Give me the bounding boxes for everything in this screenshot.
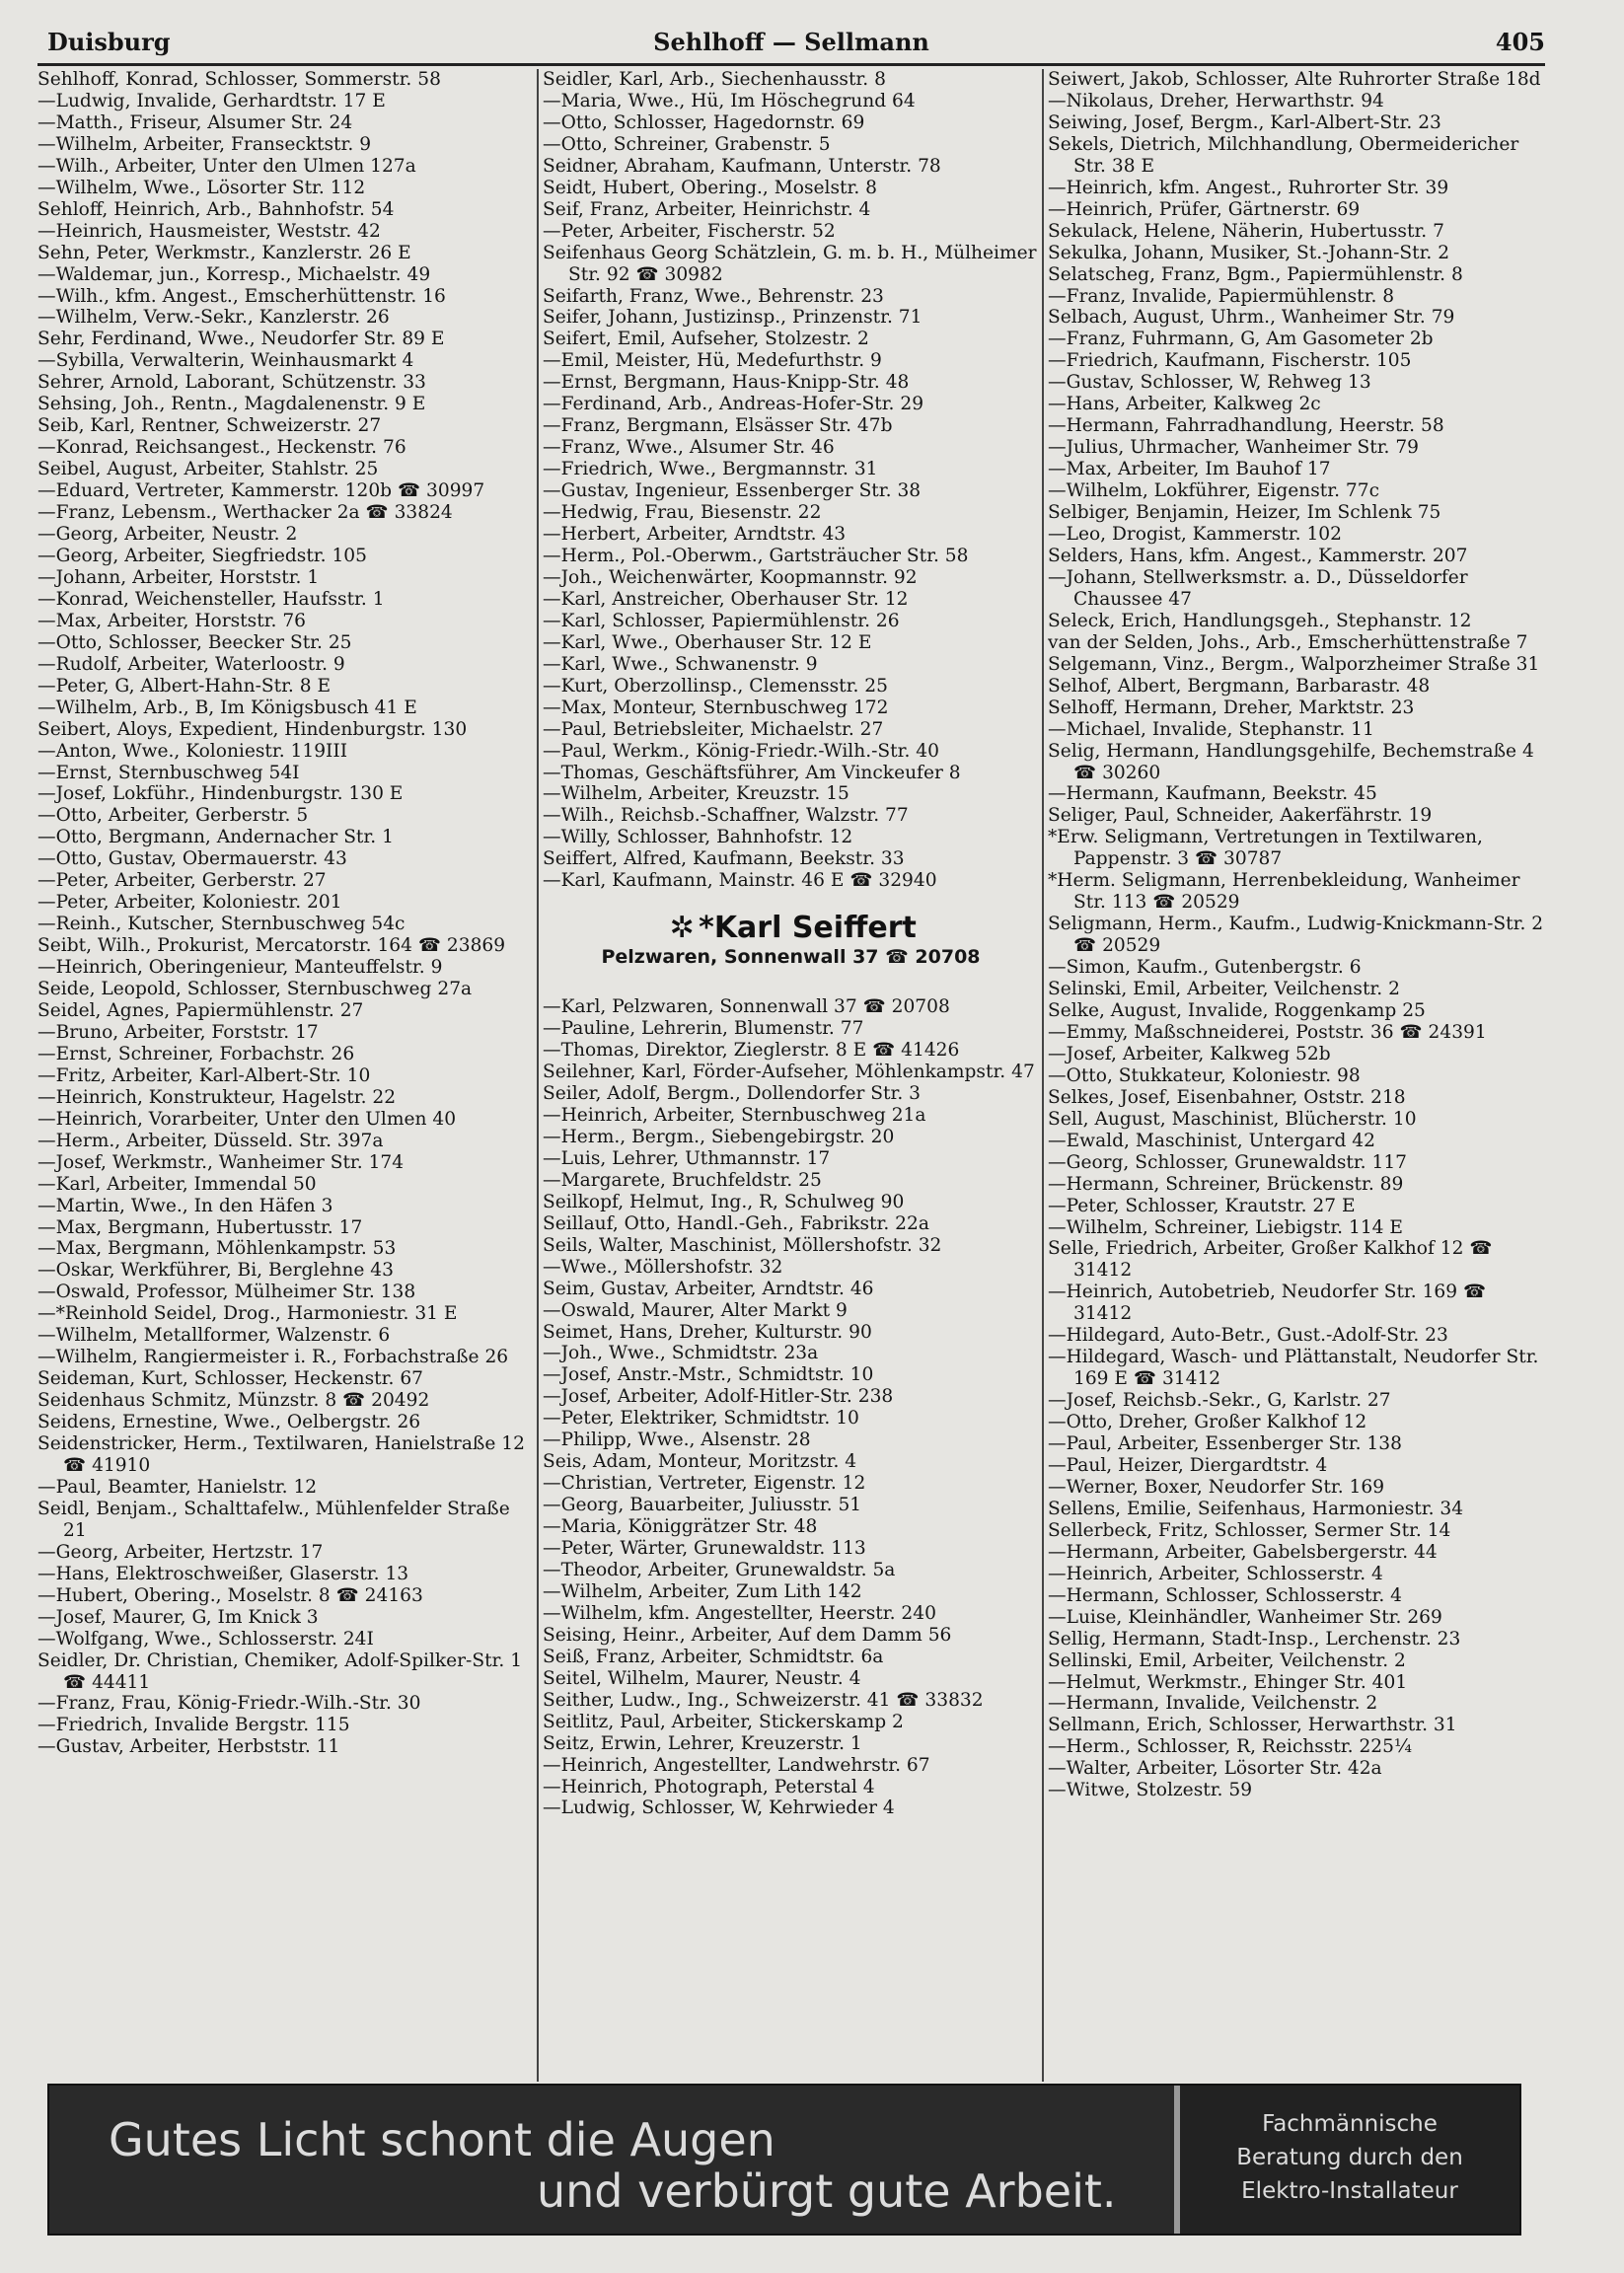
directory-entry: —Joh., Weichenwärter, Koopmannstr. 92: [543, 566, 918, 588]
directory-entry: Sellig, Hermann, Stadt-Insp., Lerchenstr. 23: [1048, 1628, 1461, 1650]
column-2-top: [543, 69, 1039, 892]
directory-entry: —Pauline, Lehrerin, Blumenstr. 77: [543, 1018, 864, 1040]
directory-entry: Seidenstricker, Herm., Textilwaren, Hanielstraße 12 ☎ 41910: [37, 1433, 525, 1476]
directory-entry: —Heinrich, Prüfer, Gärtnerstr. 69: [1048, 198, 1361, 220]
column-divider: [1042, 69, 1044, 2082]
directory-entry: —Oswald, Maurer, Alter Markt 9: [543, 1299, 848, 1321]
directory-entry: Seiwert, Jakob, Schlosser, Alte Ruhrorter Straße 18d: [1048, 69, 1541, 90]
directory-entry: Seitz, Erwin, Lehrer, Kreuzerstr. 1: [543, 1732, 862, 1754]
directory-entry: —Karl, Anstreicher, Oberhauser Str. 12: [543, 588, 909, 610]
directory-entry: —Ludwig, Invalide, Gerhardtstr. 17 E: [37, 90, 386, 111]
directory-entry: —Simon, Kaufm., Gutenbergstr. 6: [1048, 957, 1362, 979]
directory-entry: —Herm., Pol.-Oberwm., Gartsträucher Str. 58: [543, 545, 969, 566]
directory-entry: —Hermann, Kaufmann, Beekstr. 45: [1048, 783, 1377, 805]
directory-entry: Seidl, Benjam., Schalttafelw., Mühlenfelder Straße 21: [37, 1498, 510, 1541]
directory-entry: —Heinrich, Arbeiter, Schlosserstr. 4: [1048, 1563, 1383, 1584]
directory-entry: —Friedrich, Wwe., Bergmannstr. 31: [543, 459, 878, 480]
directory-entry: Seif, Franz, Arbeiter, Heinrichstr. 4: [543, 198, 871, 220]
directory-entry: Seide, Leopold, Schlosser, Sternbuschweg 27a: [37, 979, 473, 1000]
directory-entry: Sehrer, Arnold, Laborant, Schützenstr. 33: [37, 372, 426, 394]
directory-entry: —Gustav, Ingenieur, Essenberger Str. 38: [543, 480, 922, 502]
directory-entry: Seilehner, Karl, Förder-Aufseher, Möhlenkampstr. 47: [543, 1062, 1035, 1083]
directory-entry: —Paul, Beamter, Hanielstr. 12: [37, 1476, 318, 1498]
directory-entry: —Ferdinand, Arb., Andreas-Hofer-Str. 29: [543, 394, 924, 415]
directory-entry: Seimet, Hans, Dreher, Kulturstr. 90: [543, 1321, 872, 1343]
directory-entry: Seidel, Agnes, Papiermühlenstr. 27: [37, 999, 364, 1021]
directory-entry: —Paul, Betriebsleiter, Michaelstr. 27: [543, 718, 884, 740]
directory-entry: —Eduard, Vertreter, Kammerstr. 120b ☎ 30997: [37, 480, 485, 502]
directory-entry: —Franz, Invalide, Papiermühlenstr. 8: [1048, 285, 1395, 307]
directory-entry: —Gustav, Schlosser, W, Rehweg 13: [1048, 372, 1371, 394]
directory-entry: —Emil, Meister, Hü, Medefurthstr. 9: [543, 350, 882, 372]
directory-entry: —Helmut, Werkmstr., Ehinger Str. 401: [1048, 1671, 1408, 1693]
directory-entry: Seidler, Karl, Arb., Siechenhausstr. 8: [543, 69, 886, 90]
directory-entry: Seidenhaus Schmitz, Münzstr. 8 ☎ 20492: [37, 1390, 430, 1412]
directory-entry: Sellerbeck, Fritz, Schlosser, Sermer Str. 14: [1048, 1519, 1451, 1541]
directory-entry: Seilkopf, Helmut, Ing., R, Schulweg 90: [543, 1191, 905, 1212]
directory-entry: —Karl, Wwe., Schwanenstr. 9: [543, 653, 818, 675]
directory-entry: Seibel, August, Arbeiter, Stahlstr. 25: [37, 459, 379, 480]
directory-entry: —Thomas, Geschäftsführer, Am Vinckeufer 8: [543, 762, 961, 783]
directory-entry: Sell, August, Maschinist, Blücherstr. 10: [1048, 1108, 1417, 1130]
directory-entry: —Karl, Wwe., Oberhauser Str. 12 E: [543, 631, 872, 653]
directory-entry: —Heinrich, Autobetrieb, Neudorfer Str. 169 ☎ 31412: [1048, 1282, 1487, 1325]
column-1: [37, 69, 534, 1758]
directory-entry: Sehlhoff, Konrad, Schlosser, Sommerstr. 58: [37, 69, 441, 90]
directory-entry: Selle, Friedrich, Arbeiter, Großer Kalkhof 12 ☎ 31412: [1048, 1238, 1493, 1282]
directory-entry: Sekulka, Johann, Musiker, St.-Johann-Str. 2: [1048, 242, 1450, 263]
directory-entry: —Max, Monteur, Sternbuschweg 172: [543, 697, 889, 718]
directory-entry: —Oskar, Werkführer, Bi, Berglehne 43: [37, 1260, 394, 1282]
directory-entry: —Christian, Vertreter, Eigenstr. 12: [543, 1473, 866, 1495]
directory-entry: —Heinrich, kfm. Angest., Ruhrorter Str. 39: [1048, 177, 1449, 198]
directory-entry: —Margarete, Bruchfeldstr. 25: [543, 1169, 822, 1191]
directory-entry: —Hedwig, Frau, Biesenstr. 22: [543, 502, 822, 524]
banner-side-line-3: Elektro-Installateur: [1241, 2178, 1458, 2204]
directory-entry: Seidt, Hubert, Obering., Moselstr. 8: [543, 177, 877, 198]
directory-entry: —Wilh., Arbeiter, Unter den Ulmen 127a: [37, 155, 416, 177]
directory-entry: —Josef, Maurer, G, Im Knick 3: [37, 1606, 319, 1628]
directory-entry: —Josef, Arbeiter, Kalkweg 52b: [1048, 1043, 1331, 1064]
directory-entry: —Konrad, Reichsangest., Heckenstr. 76: [37, 437, 406, 459]
directory-entry: —Nikolaus, Dreher, Herwarthstr. 94: [1048, 90, 1384, 111]
directory-entry: —Hildegard, Auto-Betr., Gust.-Adolf-Str. 23: [1048, 1325, 1448, 1347]
directory-entry: —*Reinhold Seidel, Drog., Harmoniestr. 31 E: [37, 1303, 458, 1325]
directory-entry: —Fritz, Arbeiter, Karl-Albert-Str. 10: [37, 1064, 371, 1086]
directory-entry: —Wilh., kfm. Angest., Emscherhüttenstr. 16: [37, 285, 446, 307]
directory-entry: —Julius, Uhrmacher, Wanheimer Str. 79: [1048, 437, 1420, 459]
directory-entry: Seleck, Erich, Handlungsgeh., Stephanstr. 12: [1048, 610, 1472, 631]
directory-entry: van der Selden, Johs., Arb., Emscherhüttenstraße 7: [1048, 631, 1528, 653]
directory-entry: —Martin, Wwe., In den Häfen 3: [37, 1195, 333, 1216]
directory-entry: —Heinrich, Hausmeister, Weststr. 42: [37, 220, 381, 242]
directory-entry: Seligmann, Herm., Kaufm., Ludwig-Knickmann-Str. 2 ☎ 20529: [1048, 914, 1544, 957]
directory-entry: Selke, August, Invalide, Roggenkamp 25: [1048, 999, 1426, 1021]
directory-entry: Seidens, Ernestine, Wwe., Oelbergstr. 26: [37, 1412, 421, 1433]
directory-entry: —Hermann, Invalide, Veilchenstr. 2: [1048, 1693, 1378, 1715]
directory-entry: —Willy, Schlosser, Bahnhofstr. 12: [543, 827, 853, 848]
directory-entry: —Luis, Lehrer, Uthmannstr. 17: [543, 1147, 831, 1169]
column-3: [1048, 69, 1544, 1801]
directory-entry: —Paul, Arbeiter, Essenberger Str. 138: [1048, 1433, 1402, 1455]
directory-entry: —Otto, Schlosser, Beecker Str. 25: [37, 631, 352, 653]
page-number: 405: [1495, 28, 1545, 56]
directory-entry: —Hermann, Fahrradhandlung, Heerstr. 58: [1048, 415, 1444, 437]
directory-entry: —Theodor, Arbeiter, Grunewaldstr. 5a: [543, 1560, 896, 1580]
directory-entry: —Herm., Bergm., Siebengebirgstr. 20: [543, 1126, 895, 1147]
banner-side-line-1: Fachmännische: [1262, 2111, 1438, 2137]
directory-entry: —Max, Bergmann, Hubertusstr. 17: [37, 1216, 363, 1238]
directory-entry: Seifer, Johann, Justizinsp., Prinzenstr. 71: [543, 307, 923, 329]
directory-entry: —Ludwig, Schlosser, W, Kehrwieder 4: [543, 1797, 895, 1819]
directory-entry: Selhoff, Hermann, Dreher, Marktstr. 23: [1048, 697, 1415, 718]
directory-entry: —Franz, Lebensm., Werthacker 2a ☎ 33824: [37, 502, 453, 524]
directory-entry: —Otto, Schreiner, Grabenstr. 5: [543, 133, 831, 155]
directory-entry: —Hans, Elektroschweißer, Glaserstr. 13: [37, 1563, 409, 1584]
directory-entry: —Wolfgang, Wwe., Schlosserstr. 24I: [37, 1628, 374, 1650]
directory-entry: Sehsing, Joh., Rentn., Magdalenenstr. 9 E: [37, 394, 426, 415]
directory-entry: Seideman, Kurt, Schlosser, Heckenstr. 67: [37, 1368, 423, 1390]
directory-entry: —Otto, Dreher, Großer Kalkhof 12: [1048, 1412, 1367, 1433]
directory-entry: —Witwe, Stolzestr. 59: [1048, 1780, 1253, 1801]
directory-entry: —Wilh., Reichsb.-Schaffner, Walzstr. 77: [543, 805, 909, 827]
directory-entry: —Johann, Arbeiter, Horststr. 1: [37, 566, 320, 588]
directory-entry: —Peter, Wärter, Grunewaldstr. 113: [543, 1538, 866, 1560]
directory-entry: —Peter, Arbeiter, Gerberstr. 27: [37, 870, 327, 892]
directory-entry: Seising, Heinr., Arbeiter, Auf dem Damm 56: [543, 1624, 952, 1646]
directory-entry: —Wwe., Möllershofstr. 32: [543, 1256, 783, 1278]
header-city: Duisburg: [47, 28, 171, 56]
directory-entry: —Anton, Wwe., Koloniestr. 119III: [37, 740, 348, 762]
directory-entry: —Maria, Königgrätzer Str. 48: [543, 1516, 818, 1538]
directory-entry: —Hermann, Schreiner, Brückenstr. 89: [1048, 1173, 1404, 1195]
column-divider: [537, 69, 539, 2082]
directory-entry: —Paul, Heizer, Diergardtstr. 4: [1048, 1455, 1328, 1476]
directory-entry: —Otto, Bergmann, Andernacher Str. 1: [37, 827, 394, 848]
directory-entry: —Otto, Stukkateur, Koloniestr. 98: [1048, 1064, 1361, 1086]
directory-entry: —Peter, Arbeiter, Koloniestr. 201: [37, 892, 342, 914]
directory-entry: —Karl, Pelzwaren, Sonnenwall 37 ☎ 20708: [543, 996, 950, 1018]
directory-entry: —Herm., Schlosser, R, Reichsstr. 225¼: [1048, 1736, 1412, 1758]
banner-slogan: [49, 2086, 1174, 2234]
directory-entry: Seiwing, Josef, Bergm., Karl-Albert-Str. 23: [1048, 111, 1441, 133]
footer-banner: [47, 2084, 1521, 2236]
directory-entry: *Herm. Seligmann, Herrenbekleidung, Wanheimer Str. 113 ☎ 20529: [1048, 870, 1520, 914]
directory-entry: —Wilhelm, Arbeiter, Fransecktstr. 9: [37, 133, 372, 155]
ad-name: *Karl Seiffert: [699, 911, 917, 946]
directory-entry: Seifert, Emil, Aufseher, Stolzestr. 2: [543, 329, 869, 350]
directory-entry: —Heinrich, Arbeiter, Sternbuschweg 21a: [543, 1104, 926, 1126]
directory-entry: —Heinrich, Photograph, Peterstal 4: [543, 1776, 875, 1797]
directory-entry: —Franz, Bergmann, Elsässer Str. 47b: [543, 415, 893, 437]
column-2: [543, 69, 1039, 1819]
directory-entry: Seiler, Adolf, Bergm., Dollendorfer Str. 3: [543, 1083, 921, 1105]
directory-entry: Sehr, Ferdinand, Wwe., Neudorfer Str. 89 E: [37, 329, 445, 350]
directory-entry: —Kurt, Oberzollinsp., Clemensstr. 25: [543, 675, 888, 697]
directory-entry: —Hildegard, Wasch- und Plättanstalt, Neudorfer Str. 169 E ☎ 31412: [1048, 1347, 1539, 1390]
directory-entry: —Georg, Arbeiter, Hertzstr. 17: [37, 1541, 324, 1563]
directory-entry: Sehloff, Heinrich, Arb., Bahnhofstr. 54: [37, 198, 395, 220]
directory-entry: —Wilhelm, Lokführer, Eigenstr. 77c: [1048, 480, 1380, 502]
advertisement-karl-seiffert: [543, 912, 1039, 977]
directory-entry: —Georg, Arbeiter, Siegfriedstr. 105: [37, 545, 367, 566]
directory-entry: Selders, Hans, kfm. Angest., Kammerstr. 207: [1048, 545, 1468, 566]
directory-entry: Seitel, Wilhelm, Maurer, Neustr. 4: [543, 1667, 861, 1689]
directory-entry: —Joh., Wwe., Schmidtstr. 23a: [543, 1343, 819, 1364]
directory-entry: —Matth., Friseur, Alsumer Str. 24: [37, 111, 353, 133]
directory-entry: Selhof, Albert, Bergmann, Barbarastr. 48: [1048, 675, 1431, 697]
directory-entry: —Rudolf, Arbeiter, Waterloostr. 9: [37, 653, 345, 675]
directory-entry: —Heinrich, Vorarbeiter, Unter den Ulmen 40: [37, 1108, 457, 1130]
directory-entry: Sellinski, Emil, Arbeiter, Veilchenstr. 2: [1048, 1650, 1406, 1671]
directory-entry: Seitlitz, Paul, Arbeiter, Stickerskamp 2: [543, 1711, 904, 1732]
directory-entry: Seither, Ludw., Ing., Schweizerstr. 41 ☎ 33832: [543, 1689, 984, 1711]
directory-entry: —Wilhelm, Rangiermeister i. R., Forbachstraße 26: [37, 1347, 509, 1368]
directory-entry: —Werner, Boxer, Neudorfer Str. 169: [1048, 1476, 1385, 1498]
directory-entry: —Wilhelm, Schreiner, Liebigstr. 114 E: [1048, 1216, 1403, 1238]
directory-entry: Sellmann, Erich, Schlosser, Herwarthstr. 31: [1048, 1715, 1457, 1736]
directory-entry: —Bruno, Arbeiter, Forststr. 17: [37, 1021, 319, 1043]
directory-entry: —Karl, Kaufmann, Mainstr. 46 E ☎ 32940: [543, 870, 937, 892]
directory-entry: —Walter, Arbeiter, Lösorter Str. 42a: [1048, 1758, 1382, 1780]
directory-entry: —Reinh., Kutscher, Sternbuschweg 54c: [37, 914, 406, 935]
directory-entry: —Emmy, Maßschneiderei, Poststr. 36 ☎ 24391: [1048, 1021, 1487, 1043]
directory-entry: —Herm., Arbeiter, Düsseld. Str. 397a: [37, 1130, 384, 1151]
directory-entry: —Wilhelm, Arb., B, Im Königsbusch 41 E: [37, 697, 417, 718]
directory-entry: —Karl, Arbeiter, Immendal 50: [37, 1173, 317, 1195]
directory-entry: —Gustav, Arbeiter, Herbststr. 11: [37, 1736, 340, 1758]
directory-entry: Selig, Hermann, Handlungsgehilfe, Bechemstraße 4 ☎ 30260: [1048, 740, 1534, 783]
directory-entry: —Ernst, Bergmann, Haus-Knipp-Str. 48: [543, 372, 910, 394]
directory-entry: —Paul, Werkm., König-Friedr.-Wilh.-Str. 40: [543, 740, 939, 762]
directory-entry: —Otto, Arbeiter, Gerberstr. 5: [37, 805, 309, 827]
directory-entry: Selgemann, Vinz., Bergm., Walporzheimer Straße 31: [1048, 653, 1540, 675]
ad-detail: Pelzwaren, Sonnenwall 37 ☎ 20708: [601, 946, 981, 969]
directory-entry: Sekulack, Helene, Näherin, Hubertusstr. 7: [1048, 220, 1444, 242]
directory-entry: —Luise, Kleinhändler, Wanheimer Str. 269: [1048, 1606, 1442, 1628]
wreath-icon: ✲: [669, 911, 695, 946]
directory-entry: —Hermann, Arbeiter, Gabelsbergerstr. 44: [1048, 1541, 1438, 1563]
banner-line-2: und verbürgt gute Arbeit.: [537, 2164, 1117, 2218]
directory-entry: Seillauf, Otto, Handl.-Geh., Fabrikstr. 22a: [543, 1212, 929, 1234]
directory-entry: —Franz, Wwe., Alsumer Str. 46: [543, 437, 835, 459]
directory-entry: —Max, Arbeiter, Horststr. 76: [37, 610, 306, 631]
directory-entry: —Michael, Invalide, Stephanstr. 11: [1048, 718, 1374, 740]
banner-side: [1180, 2086, 1519, 2234]
directory-entry: Seiß, Franz, Arbeiter, Schmidtstr. 6a: [543, 1646, 884, 1667]
directory-entry: —Philipp, Wwe., Alsenstr. 28: [543, 1430, 811, 1451]
directory-entry: Selinski, Emil, Arbeiter, Veilchenstr. 2: [1048, 979, 1400, 1000]
directory-entry: —Karl, Schlosser, Papiermühlenstr. 26: [543, 610, 900, 631]
directory-entry: Seim, Gustav, Arbeiter, Arndtstr. 46: [543, 1278, 874, 1299]
directory-entry: —Heinrich, Angestellter, Landwehrstr. 67: [543, 1754, 930, 1776]
directory-entry: Seifarth, Franz, Wwe., Behrenstr. 23: [543, 285, 884, 307]
banner-line-1: Gutes Licht schont die Augen: [109, 2113, 775, 2166]
directory-entry: Seliger, Paul, Schneider, Aakerfährstr. 19: [1048, 805, 1433, 827]
directory-entry: Seidler, Dr. Christian, Chemiker, Adolf-Spilker-Str. 1 ☎ 44411: [37, 1650, 523, 1693]
directory-entry: —Hans, Arbeiter, Kalkweg 2c: [1048, 394, 1321, 415]
page-header: [37, 22, 1545, 61]
directory-entry: —Georg, Arbeiter, Neustr. 2: [37, 524, 298, 546]
directory-entry: Seidner, Abraham, Kaufmann, Unterstr. 78: [543, 155, 941, 177]
column-2-bottom: [543, 996, 1039, 1819]
directory-entry: —Josef, Lokführ., Hindenburgstr. 130 E: [37, 783, 404, 805]
directory-entry: —Georg, Bauarbeiter, Juliusstr. 51: [543, 1495, 862, 1516]
directory-entry: —Max, Bergmann, Möhlenkampstr. 53: [37, 1238, 397, 1260]
directory-entry: —Josef, Werkmstr., Wanheimer Str. 174: [37, 1151, 405, 1173]
directory-entry: —Ernst, Schreiner, Forbachstr. 26: [37, 1043, 355, 1064]
directory-entry: —Franz, Frau, König-Friedr.-Wilh.-Str. 30: [37, 1693, 421, 1715]
directory-entry: —Leo, Drogist, Kammerstr. 102: [1048, 524, 1342, 546]
directory-entry: —Josef, Reichsb.-Sekr., G, Karlstr. 27: [1048, 1390, 1391, 1412]
directory-entry: —Konrad, Weichensteller, Haufsstr. 1: [37, 588, 385, 610]
directory-entry: Seibert, Aloys, Expedient, Hindenburgstr. 130: [37, 718, 468, 740]
directory-entry: Seils, Walter, Maschinist, Möllershofstr. 32: [543, 1234, 942, 1256]
directory-entry: —Heinrich, Konstrukteur, Hagelstr. 22: [37, 1086, 397, 1108]
directory-entry: —Heinrich, Oberingenieur, Manteuffelstr. 9: [37, 957, 443, 979]
directory-entry: Seibt, Wilh., Prokurist, Mercatorstr. 164 ☎ 23869: [37, 935, 506, 957]
directory-entry: *Erw. Seligmann, Vertretungen in Textilwaren, Pappenstr. 3 ☎ 30787: [1048, 827, 1483, 870]
directory-entry: —Oswald, Professor, Mülheimer Str. 138: [37, 1282, 416, 1303]
directory-entry: —Wilhelm, Wwe., Lösorter Str. 112: [37, 177, 366, 198]
directory-entry: —Josef, Anstr.-Mstr., Schmidtstr. 10: [543, 1364, 874, 1386]
ad-title: [543, 912, 1039, 945]
directory-entry: —Otto, Gustav, Obermauerstr. 43: [37, 848, 347, 870]
directory-entry: —Wilhelm, kfm. Angestellter, Heerstr. 240: [543, 1602, 936, 1624]
directory-entry: —Otto, Schlosser, Hagedornstr. 69: [543, 111, 865, 133]
directory-entry: Selbiger, Benjamin, Heizer, Im Schlenk 75: [1048, 502, 1441, 524]
directory-entry: —Wilhelm, Metallformer, Walzenstr. 6: [37, 1325, 391, 1347]
directory-entry: —Hermann, Schlosser, Schlosserstr. 4: [1048, 1584, 1402, 1606]
directory-entry: —Waldemar, jun., Korresp., Michaelstr. 49: [37, 263, 431, 285]
directory-entry: —Maria, Wwe., Hü, Im Höschegrund 64: [543, 90, 916, 111]
directory-entry: —Peter, G, Albert-Hahn-Str. 8 E: [37, 675, 332, 697]
directory-entry: Sellens, Emilie, Seifenhaus, Harmoniestr. 34: [1048, 1498, 1464, 1519]
directory-entry: —Wilhelm, Verw.-Sekr., Kanzlerstr. 26: [37, 307, 390, 329]
directory-entry: —Ewald, Maschinist, Untergard 42: [1048, 1130, 1375, 1151]
banner-side-line-2: Beratung durch den: [1236, 2145, 1463, 2170]
directory-entry: Selbach, August, Uhrm., Wanheimer Str. 79: [1048, 307, 1455, 329]
directory-entry: Seis, Adam, Monteur, Moritzstr. 4: [543, 1451, 857, 1473]
header-rule: [37, 63, 1545, 66]
directory-entry: —Wilhelm, Arbeiter, Kreuzstr. 15: [543, 783, 849, 805]
directory-entry: Seifenhaus Georg Schätzlein, G. m. b. H., Mülheimer Str. 92 ☎ 30982: [543, 242, 1037, 285]
header-range: Sehlhoff — Sellmann: [653, 28, 929, 56]
directory-entry: —Johann, Stellwerksmstr. a. D., Düsseldorfer Chaussee 47: [1048, 566, 1468, 610]
directory-entry: Selatscheg, Franz, Bgm., Papiermühlenstr. 8: [1048, 263, 1463, 285]
directory-entry: Selkes, Josef, Eisenbahner, Oststr. 218: [1048, 1086, 1406, 1108]
directory-entry: —Sybilla, Verwalterin, Weinhausmarkt 4: [37, 350, 414, 372]
directory-entry: Sehn, Peter, Werkmstr., Kanzlerstr. 26 E: [37, 242, 411, 263]
directory-entry: —Max, Arbeiter, Im Bauhof 17: [1048, 459, 1331, 480]
directory-entry: —Peter, Elektriker, Schmidtstr. 10: [543, 1408, 859, 1430]
directory-entry: —Wilhelm, Arbeiter, Zum Lith 142: [543, 1580, 862, 1602]
directory-entry: —Friedrich, Invalide Bergstr. 115: [37, 1715, 350, 1736]
directory-entry: —Ernst, Sternbuschweg 54I: [37, 762, 300, 783]
directory-entry: —Franz, Fuhrmann, G, Am Gasometer 2b: [1048, 329, 1434, 350]
directory-entry: —Peter, Arbeiter, Fischerstr. 52: [543, 220, 836, 242]
directory-entry: —Friedrich, Kaufmann, Fischerstr. 105: [1048, 350, 1412, 372]
directory-entry: Seib, Karl, Rentner, Schweizerstr. 27: [37, 415, 382, 437]
directory-entry: Sekels, Dietrich, Milchhandlung, Obermeidericher Str. 38 E: [1048, 133, 1519, 177]
directory-entry: —Peter, Schlosser, Krautstr. 27 E: [1048, 1195, 1356, 1216]
directory-entry: —Thomas, Direktor, Zieglerstr. 8 E ☎ 41426: [543, 1040, 960, 1062]
directory-entry: Seiffert, Alfred, Kaufmann, Beekstr. 33: [543, 848, 905, 870]
directory-entry: —Georg, Schlosser, Grunewaldstr. 117: [1048, 1151, 1407, 1173]
directory-entry: —Herbert, Arbeiter, Arndtstr. 43: [543, 524, 847, 546]
directory-entry: —Hubert, Obering., Moselstr. 8 ☎ 24163: [37, 1584, 423, 1606]
directory-entry: —Josef, Arbeiter, Adolf-Hitler-Str. 238: [543, 1386, 894, 1408]
